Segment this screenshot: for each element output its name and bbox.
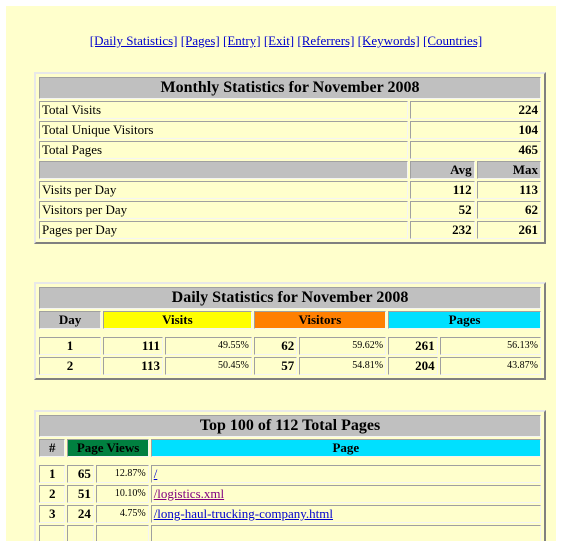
- daily-statistics-panel: [34, 282, 546, 380]
- views-cell: 24: [67, 505, 93, 523]
- nav-daily-statistics-link[interactable]: [Daily Statistics]: [89, 33, 178, 48]
- row-value: 104: [410, 121, 541, 139]
- page-link[interactable]: /long-haul-trucking-company.html: [153, 506, 333, 521]
- page-header: Page: [151, 439, 541, 457]
- avg-value: 52: [410, 201, 474, 219]
- rank-cell: [39, 525, 65, 541]
- rank-cell: 2: [39, 485, 65, 503]
- row-label: Total Visits: [39, 101, 408, 119]
- visitors-header: Visitors: [254, 311, 386, 329]
- daily-statistics-table: [37, 285, 543, 377]
- visitors-cell: 57: [254, 357, 297, 375]
- table-row: [39, 201, 541, 219]
- column-header-row: [39, 439, 541, 457]
- visits-header: Visits: [103, 311, 252, 329]
- nav-referrers-link[interactable]: [Referrers]: [297, 33, 355, 48]
- visitors-cell: 62: [254, 337, 297, 355]
- views-cell: 51: [67, 485, 93, 503]
- row-label: Visitors per Day: [39, 201, 408, 219]
- daily-title: Daily Statistics for November 2008: [39, 287, 541, 309]
- max-value: 113: [477, 181, 541, 199]
- visits-percent: 50.45%: [165, 357, 252, 375]
- blank-header-cell: [39, 161, 408, 179]
- pages-cell: 261: [388, 337, 438, 355]
- nav-exit-link[interactable]: [Exit]: [263, 33, 295, 48]
- table-row: [39, 505, 541, 523]
- nav-pages-link[interactable]: [Pages]: [180, 33, 220, 48]
- report-page: [6, 6, 556, 541]
- nav-keywords-link[interactable]: [Keywords]: [357, 33, 420, 48]
- views-cell: 65: [67, 465, 93, 483]
- monthly-title: Monthly Statistics for November 2008: [39, 77, 541, 99]
- pages-percent: 43.87%: [440, 357, 541, 375]
- day-cell: 2: [39, 357, 101, 375]
- avg-value: 232: [410, 221, 474, 239]
- pages-percent: 56.13%: [440, 337, 541, 355]
- views-percent: 10.10%: [96, 485, 149, 503]
- top-pages-title: Top 100 of 112 Total Pages: [39, 415, 541, 437]
- top-navigation: [6, 33, 556, 49]
- table-row: [39, 485, 541, 503]
- views-percent: 4.75%: [96, 505, 149, 523]
- pages-header: Pages: [388, 311, 541, 329]
- visits-cell: 111: [103, 337, 163, 355]
- page-cell: [151, 525, 541, 541]
- row-value: 465: [410, 141, 541, 159]
- visits-percent: 49.55%: [165, 337, 252, 355]
- table-row: [39, 181, 541, 199]
- row-label: Pages per Day: [39, 221, 408, 239]
- views-percent: [96, 525, 149, 541]
- table-row: [39, 141, 541, 159]
- page-views-header: Page Views: [67, 439, 148, 457]
- row-label: Total Unique Visitors: [39, 121, 408, 139]
- nav-entry-link[interactable]: [Entry]: [223, 33, 261, 48]
- max-header: Max: [477, 161, 541, 179]
- views-cell: [67, 525, 93, 541]
- table-row: [39, 121, 541, 139]
- table-row: [39, 101, 541, 119]
- day-cell: 1: [39, 337, 101, 355]
- column-header-row: [39, 311, 541, 329]
- visitors-percent: 59.62%: [299, 337, 386, 355]
- table-row: [39, 221, 541, 239]
- max-value: 261: [477, 221, 541, 239]
- table-row: [39, 465, 541, 483]
- monthly-statistics-table: [37, 75, 543, 241]
- table-row: [39, 357, 541, 375]
- top-pages-table: [37, 413, 543, 541]
- top-pages-panel: [34, 410, 546, 541]
- row-label: Total Pages: [39, 141, 408, 159]
- table-row: [39, 525, 541, 541]
- row-label: Visits per Day: [39, 181, 408, 199]
- page-cell: [151, 465, 541, 483]
- nav-countries-link[interactable]: [Countries]: [423, 33, 483, 48]
- views-percent: 12.87%: [96, 465, 149, 483]
- visits-cell: 113: [103, 357, 163, 375]
- monthly-statistics-panel: [34, 72, 546, 244]
- max-value: 62: [477, 201, 541, 219]
- day-header: Day: [39, 311, 101, 329]
- table-row: [39, 337, 541, 355]
- rank-cell: 1: [39, 465, 65, 483]
- page-link[interactable]: /logistics.xml: [153, 486, 225, 501]
- avg-value: 112: [410, 181, 474, 199]
- row-value: 224: [410, 101, 541, 119]
- page-link[interactable]: /: [153, 466, 158, 481]
- pages-cell: 204: [388, 357, 438, 375]
- visitors-percent: 54.81%: [299, 357, 386, 375]
- page-cell: [151, 485, 541, 503]
- column-header-row: [39, 161, 541, 179]
- avg-header: Avg: [410, 161, 474, 179]
- rank-cell: 3: [39, 505, 65, 523]
- page-cell: [151, 505, 541, 523]
- rank-header: #: [39, 439, 65, 457]
